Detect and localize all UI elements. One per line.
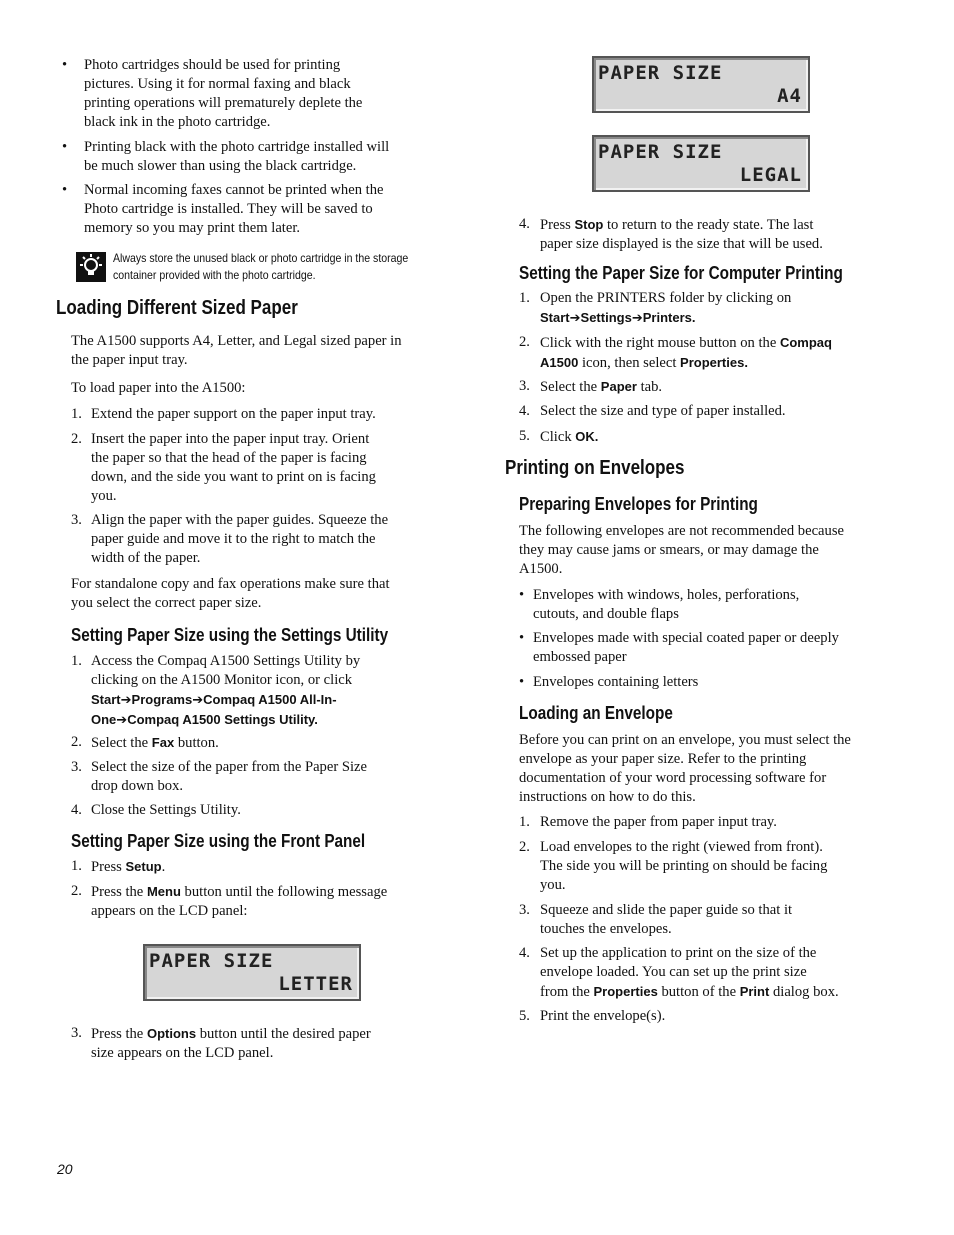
step-text: to return to the ready state. The last <box>603 217 814 233</box>
step-text: Select the size of the paper from the Paper Size <box>91 759 367 775</box>
step-number: 2. <box>71 883 82 899</box>
step-number: 5. <box>519 428 530 444</box>
menu-path-start: Start <box>91 692 121 707</box>
step-text: width of the paper. <box>91 550 201 566</box>
step-number: 3. <box>71 759 82 775</box>
bullet-text: Normal incoming faxes cannot be printed when the <box>84 182 384 198</box>
heading-preparing-envelopes: Preparing Envelopes for Printing <box>519 494 758 514</box>
bullet-text: printing operations will prematurely deplete the <box>84 95 363 111</box>
step-number: 2. <box>71 734 82 750</box>
text-line: the paper input tray. <box>71 352 188 368</box>
menu-path-allinone: Compaq A1500 All-In- <box>203 692 337 707</box>
heading-loading-envelope: Loading an Envelope <box>519 703 673 723</box>
step-text: Select the <box>540 379 601 395</box>
print-dialog-label: Print <box>739 984 770 999</box>
step-text: button until the following message <box>180 884 388 900</box>
step-text: Press <box>91 859 126 875</box>
step-number: 2. <box>519 334 530 350</box>
text-line: you select the correct paper size. <box>71 595 262 611</box>
step-text: Squeeze and slide the paper guide so that it <box>540 902 793 918</box>
lcd-line-2: A4 <box>777 85 802 107</box>
step-text: Access the Compaq A1500 Settings Utility by <box>91 653 361 669</box>
step-text: Click with the right mouse button on the <box>540 335 780 351</box>
menu-path-start: Start <box>540 310 570 325</box>
step-text: Press <box>540 217 575 233</box>
step-text: Press the <box>91 1026 147 1042</box>
step-text: you. <box>91 488 117 504</box>
step-text: The side you will be printing on should be facing <box>540 858 828 874</box>
step-text: Insert the paper into the paper input tray. Orient <box>91 431 370 447</box>
setup-button-label: Setup <box>125 859 162 874</box>
heading-front-panel: Setting Paper Size using the Front Panel <box>71 831 366 851</box>
bullet-marker: • <box>62 139 68 155</box>
step-text: Press the <box>91 884 147 900</box>
step-text: icon, then select <box>578 355 681 371</box>
bullet-text: Photo cartridge is installed. They will be saved to <box>84 201 373 217</box>
bullet-text: cutouts, and double flaps <box>533 606 679 622</box>
step-text: drop down box. <box>91 778 184 794</box>
step-number: 1. <box>519 814 530 830</box>
bullet-marker: • <box>62 182 68 198</box>
step-text: touches the envelopes. <box>540 921 672 937</box>
step-text: tab. <box>636 379 663 395</box>
lcd-line-1: PAPER SIZE <box>598 141 723 163</box>
lightbulb-icon <box>76 252 106 282</box>
menu-path-settings-utility: Compaq A1500 Settings Utility. <box>127 712 318 727</box>
step-text: clicking on the A1500 Monitor icon, or click <box>91 672 353 688</box>
bullet-text: pictures. Using it for normal faxing and black <box>84 76 351 92</box>
lcd-line-1: PAPER SIZE <box>149 950 274 972</box>
text-line: they may cause jams or smears, or may damage the <box>519 542 819 558</box>
lcd-line-2: LETTER <box>278 973 353 995</box>
menu-path-settings: Settings <box>580 310 632 325</box>
properties-label: Properties. <box>680 355 748 370</box>
product-name: A1500 <box>540 355 579 370</box>
menu-path-printers: Printers. <box>642 310 696 325</box>
step-number: 2. <box>71 431 82 447</box>
step-number: 1. <box>519 290 530 306</box>
step-number: 4. <box>519 403 530 419</box>
paragraph <box>71 575 441 613</box>
lcd-display-a4 <box>592 56 810 113</box>
paragraph: To load paper into the A1500: <box>71 380 246 396</box>
paragraph <box>71 332 441 370</box>
heading-settings-utility: Setting Paper Size using the Settings Utility <box>71 625 389 645</box>
step-number: 3. <box>71 1025 82 1041</box>
menu-button-label: Menu <box>146 884 181 899</box>
text-line: envelope as your paper size. Refer to the printing <box>519 751 807 767</box>
step-number: 2. <box>519 839 530 855</box>
step-text: Print the envelope(s). <box>540 1008 666 1024</box>
bullet-text: embossed paper <box>533 649 627 665</box>
step-text: Select the size and type of paper installed. <box>540 403 786 419</box>
lcd-display-letter <box>143 944 361 1001</box>
arrow-right-icon: ➔ <box>631 311 643 326</box>
lcd-line-1: PAPER SIZE <box>598 62 723 84</box>
step-text: from the <box>540 984 594 1000</box>
properties-button-label: Properties <box>593 984 658 999</box>
bullet-text: Envelopes with windows, holes, perforations, <box>533 587 800 603</box>
step-text: button until the desired paper <box>196 1026 371 1042</box>
text-line: The following envelopes are not recommended because <box>519 523 844 539</box>
step-text: Set up the application to print on the size of the <box>540 945 817 961</box>
menu-path-one: One <box>91 712 117 727</box>
heading-printing-envelopes: Printing on Envelopes <box>505 457 685 479</box>
step-text: . <box>161 859 166 875</box>
step-text: envelope loaded. You can set up the print size <box>540 964 807 980</box>
step-number: 3. <box>71 512 82 528</box>
note-line: container provided with the photo cartridge. <box>113 268 316 282</box>
step-number: 4. <box>519 945 530 961</box>
step-text: button. <box>174 735 219 751</box>
bullet-marker: • <box>62 57 68 73</box>
heading-computer-printing: Setting the Paper Size for Computer Printing <box>519 263 843 283</box>
bullet-marker: • <box>519 674 525 690</box>
text-line: documentation of your word processing software for <box>519 770 827 786</box>
text-line: A1500. <box>519 561 563 577</box>
step-text: Align the paper with the paper guides. Squeeze the <box>91 512 389 528</box>
note-text <box>113 250 439 284</box>
ok-label: OK. <box>575 429 599 444</box>
step-number: 3. <box>519 902 530 918</box>
stop-button-label: Stop <box>574 217 604 232</box>
text-line: Before you can print on an envelope, you must select the <box>519 732 851 748</box>
step-text: appears on the LCD panel: <box>91 903 248 919</box>
step-number: 4. <box>71 802 82 818</box>
step-number: 1. <box>71 406 82 422</box>
step-text: button of the <box>657 984 740 1000</box>
fax-button-label: Fax <box>151 735 175 750</box>
text-line: instructions on how to do this. <box>519 789 696 805</box>
step-text: size appears on the LCD panel. <box>91 1045 274 1061</box>
paper-tab-label: Paper <box>600 379 637 394</box>
note-line: Always store the unused black or photo cartridge in the storage <box>113 251 409 265</box>
step-text: Load envelopes to the right (viewed from front). <box>540 839 823 855</box>
text-line: The A1500 supports A4, Letter, and Legal sized paper in <box>71 333 402 349</box>
arrow-right-icon: ➔ <box>116 713 128 728</box>
step-text: Remove the paper from paper input tray. <box>540 814 777 830</box>
bullet-marker: • <box>519 630 525 646</box>
arrow-right-icon: ➔ <box>569 311 581 326</box>
paragraph <box>519 522 889 579</box>
step-number: 1. <box>71 653 82 669</box>
step-number: 4. <box>519 216 530 232</box>
bullet-marker: • <box>519 587 525 603</box>
step-text: Click <box>540 429 576 445</box>
step-text: Select the <box>91 735 152 751</box>
heading-loading-paper: Loading Different Sized Paper <box>56 297 298 319</box>
bullet-text: Printing black with the photo cartridge installed will <box>84 139 390 155</box>
step-text: Open the PRINTERS folder by clicking on <box>540 290 792 306</box>
arrow-right-icon: ➔ <box>192 693 204 708</box>
step-text: down, and the side you want to print on is facing <box>91 469 376 485</box>
bullet-text: Envelopes containing letters <box>533 674 699 690</box>
bullet-text: memory so you may print them later. <box>84 220 301 236</box>
lcd-line-2: LEGAL <box>739 164 802 186</box>
step-text: paper size displayed is the size that will be used. <box>540 236 823 252</box>
bullet-text: Envelopes made with special coated paper or deeply <box>533 630 839 646</box>
step-text: Close the Settings Utility. <box>91 802 241 818</box>
arrow-right-icon: ➔ <box>120 693 132 708</box>
step-text: you. <box>540 877 566 893</box>
bullet-text: black ink in the photo cartridge. <box>84 114 271 130</box>
step-number: 1. <box>71 858 82 874</box>
step-text: the paper so that the head of the paper is facing <box>91 450 367 466</box>
options-button-label: Options <box>146 1026 197 1041</box>
bullet-text: be much slower than using the black cartridge. <box>84 158 357 174</box>
step-number: 5. <box>519 1008 530 1024</box>
step-text: paper guide and move it to the right to match the <box>91 531 376 547</box>
lcd-display-legal <box>592 135 810 192</box>
bullet-text: Photo cartridges should be used for printing <box>84 57 341 73</box>
step-text: Extend the paper support on the paper input tray. <box>91 406 376 422</box>
page-number: 20 <box>57 1161 73 1177</box>
step-text: dialog box. <box>769 984 839 1000</box>
menu-path-programs: Programs <box>131 692 193 707</box>
step-number: 3. <box>519 378 530 394</box>
text-line: For standalone copy and fax operations make sure that <box>71 576 390 592</box>
paragraph <box>519 731 894 807</box>
product-name: Compaq <box>779 335 832 350</box>
